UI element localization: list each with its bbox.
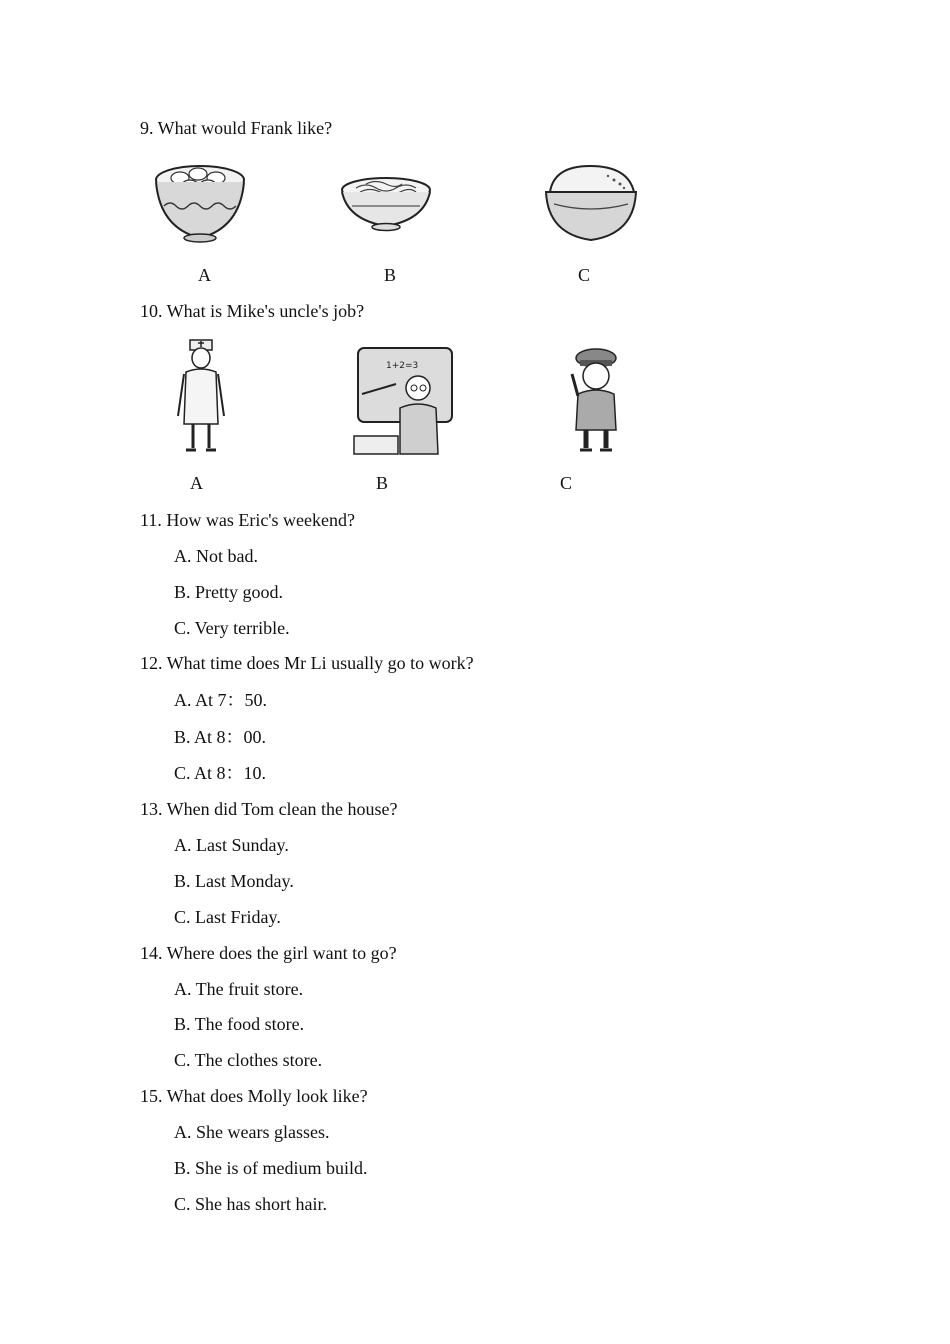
question-11: 11. How was Eric's weekend? <box>140 510 356 530</box>
rice-bowl-picture <box>542 162 640 246</box>
option-11c: C. Very terrible. <box>174 618 290 638</box>
board-text: 1+2=3 <box>386 361 419 371</box>
noodles-bowl-picture <box>338 172 434 234</box>
option-14a: A. The fruit store. <box>174 979 304 999</box>
option-14c: C. The clothes store. <box>174 1050 323 1070</box>
dumplings-bowl-picture <box>150 158 250 246</box>
option-12b: B. At 8：00. <box>174 727 267 747</box>
question-10: 10. What is Mike's uncle's job? <box>140 301 365 321</box>
option-label-c: C <box>560 473 573 493</box>
question-13: 13. When did Tom clean the house? <box>140 799 398 819</box>
option-15b: B. She is of medium build. <box>174 1158 368 1178</box>
option-11a: A. Not bad. <box>174 546 258 566</box>
option-12c: C. At 8：10. <box>174 763 267 783</box>
question-12: 12. What time does Mr Li usually go to work? <box>140 653 474 673</box>
option-label-b: B <box>384 265 397 285</box>
option-13a: A. Last Sunday. <box>174 835 289 855</box>
option-label-a: A <box>190 473 203 493</box>
option-label-c: C <box>578 265 591 285</box>
option-13c: C. Last Friday. <box>174 907 281 927</box>
option-label-b: B <box>376 473 389 493</box>
question-9: 9. What would Frank like? <box>140 118 333 138</box>
question-15: 15. What does Molly look like? <box>140 1086 368 1106</box>
option-11b: B. Pretty good. <box>174 582 284 602</box>
option-12a: A. At 7：50. <box>174 690 268 710</box>
option-label-a: A <box>198 265 211 285</box>
option-15a: A. She wears glasses. <box>174 1122 330 1142</box>
police-officer-picture <box>566 346 624 456</box>
teacher-picture <box>352 344 456 456</box>
option-13b: B. Last Monday. <box>174 871 294 891</box>
doctor-picture <box>176 338 226 456</box>
option-14b: B. The food store. <box>174 1014 305 1034</box>
question-14: 14. Where does the girl want to go? <box>140 943 397 963</box>
option-15c: C. She has short hair. <box>174 1194 327 1214</box>
